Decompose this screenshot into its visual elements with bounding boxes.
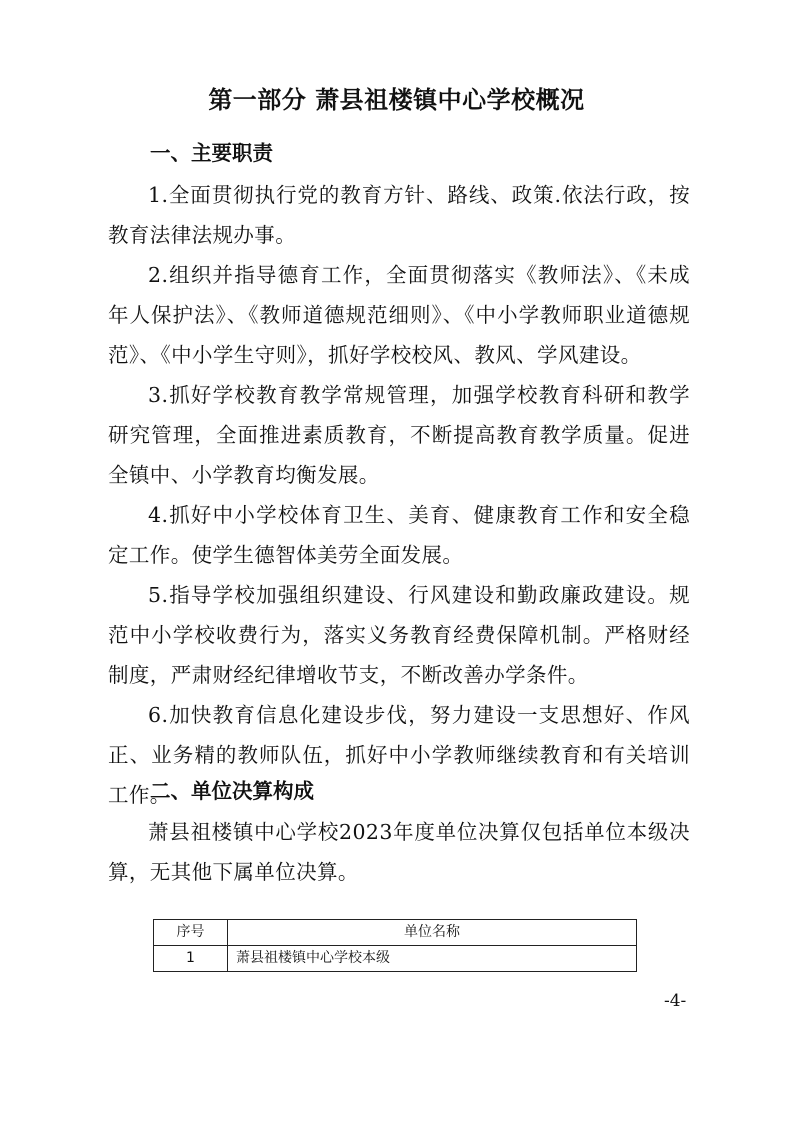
table-cell-unit-name: 萧县祖楼镇中心学校本级 xyxy=(228,946,637,972)
section-heading-main-duties: 一、主要职责 xyxy=(150,141,273,165)
duty-item-2: 2.组织并指导德育工作，全面贯彻落实《教师法》、《未成年人保护法》、《教师道德规范细则》、《中小学教师职业道德规范》、《中小学生守则》，抓好学校校风、教风、学风建设。 xyxy=(108,263,690,367)
column-header-unit-name: 单位名称 xyxy=(228,920,637,946)
duty-item-5: 5.指导学校加强组织建设、行风建设和勤政廉政建设。规范中小学校收费行为，落实义务教育经费保障机制。严格财经制度，严肃财经纪律增收节支，不断改善办学条件。 xyxy=(108,583,690,687)
table-row xyxy=(154,946,637,972)
table-header-row xyxy=(154,920,637,946)
page-number: -4- xyxy=(664,991,687,1011)
column-header-serial: 序号 xyxy=(154,920,228,946)
page-title: 第一部分 萧县祖楼镇中心学校概况 xyxy=(208,86,585,114)
duty-item-1: 1.全面贯彻执行党的教育方针、路线、政策.依法行政，按教育法律法规办事。 xyxy=(108,183,690,247)
duty-item-4: 4.抓好中小学校体育卫生、美育、健康教育工作和安全稳定工作。使学生德智体美劳全面发展。 xyxy=(108,503,690,567)
duty-item-3: 3.抓好学校教育教学常规管理，加强学校教育科研和教学研究管理，全面推进素质教育，不断提高教育教学质量。促进全镇中、小学教育均衡发展。 xyxy=(108,383,690,487)
unit-composition-paragraph: 萧县祖楼镇中心学校2023年度单位决算仅包括单位本级决算，无其他下属单位决算。 xyxy=(108,820,690,884)
section-heading-unit-composition: 二、单位决算构成 xyxy=(150,779,314,803)
unit-table xyxy=(153,919,637,972)
duty-item-6: 6.加快教育信息化建设步伐，努力建设一支思想好、作风正、业务精的教师队伍，抓好中小学教师继续教育和有关培训工作。 xyxy=(108,703,690,807)
table-cell-serial: 1 xyxy=(154,946,228,972)
